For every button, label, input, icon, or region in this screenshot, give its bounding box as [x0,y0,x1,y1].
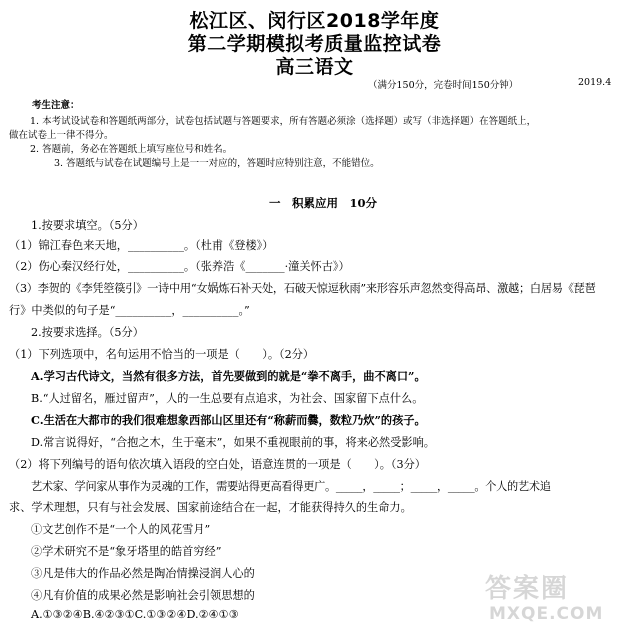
q1-item3-line1: （3）李贺的《李凭箜篌引》一诗中用“女娲炼石补天处，石破天惊逗秋雨”来形容乐声忽然变得高昂、激越；白居易《琵琶 [9,282,596,295]
notice-item3: 3. 答题纸与试卷在试题编号上是一一对应的，答题时应特别注意，不能错位。 [54,158,380,169]
sentence-4: ④凡有价值的成果必然是影响社会引领思想的 [31,589,255,602]
section1-heading: 一 积累应用 10分 [269,196,378,210]
notice-heading: 考生注意： [32,100,80,111]
q1-item3-line2: 行》中类似的句子是“__________，__________。” [9,304,250,317]
notice-item1-line1: 1. 本考试设试卷和答题纸两部分，试卷包括试题与答题要求，所有答题必须涂（选择题）或写（非选择题）在答题纸上， [30,116,537,127]
watermark-line1: 答案圈 [485,574,570,604]
exam-date: 2019.4 [578,77,612,88]
q2-sub1-option-c: C.生活在大都市的我们很难想象西部山区里还有“称薪而爨，数粒乃炊”的孩子。 [31,413,426,427]
sentence-2: ②学术研究不是“象牙塔里的皓首穷经” [31,545,222,558]
q1-item2: （2）伤心秦汉经行处，__________。（张养浩《_______·潼关怀古》） [9,260,350,273]
title-line1: 松江区、闵行区2018学年度 [189,10,440,32]
q2-sub2-passage-line1: 艺术家、学问家从事作为灵魂的工作，需要站得更高看得更广。_____，_____；_____，_____。个人的艺术追 [31,480,551,493]
q1-prompt: 1.按要求填空。（5分） [31,219,144,232]
q2-prompt: 2.按要求选择。（5分） [31,326,144,339]
q2-sub2-options: A.①③②④B.④②③①C.①③②④D.②④①③ [31,608,239,621]
notice-item1-line2: 做在试卷上一律不得分。 [9,130,114,141]
q1-item1: （1）锦江春色来天地，__________。（杜甫《登楼》） [9,239,274,252]
title-line3: 高三语文 [275,56,354,78]
q2-sub2-passage-line2: 求、学术理想，只有与社会发展、国家前途结合在一起，才能获得持久的生命力。 [9,501,412,514]
watermark-line2: MXQE.COM [489,604,604,624]
watermark-logo [475,568,625,630]
q2-sub1-option-d: D.常言说得好，“合抱之木，生于毫末”，如果不重视眼前的事，将来必然受影响。 [31,436,435,449]
score-time: （满分150分，完卷时间150分钟） [368,80,519,91]
q2-sub1-option-a: A.学习古代诗文，当然有很多方法，首先要做到的就是“拳不离手，曲不离口”。 [31,369,426,383]
title-line2: 第二学期模拟考质量监控试卷 [187,33,442,55]
q2-sub1: （1）下列选项中，名句运用不恰当的一项是（ ）。（2分） [9,348,315,361]
q2-sub2: （2）将下列编号的语句依次填入语段的空白处，语意连贯的一项是（ ）。（3分） [9,458,426,471]
q2-sub1-option-b: B.“人过留名，雁过留声”，人的一生总要有点追求，为社会、国家留下点什么。 [31,392,424,405]
sentence-3: ③凡是伟大的作品必然是陶冶情操浸润人心的 [31,567,255,580]
notice-item2: 2. 答题前，务必在答题纸上填写座位号和姓名。 [30,144,233,155]
sentence-1: ①文艺创作不是“一个人的风花雪月” [31,523,211,536]
